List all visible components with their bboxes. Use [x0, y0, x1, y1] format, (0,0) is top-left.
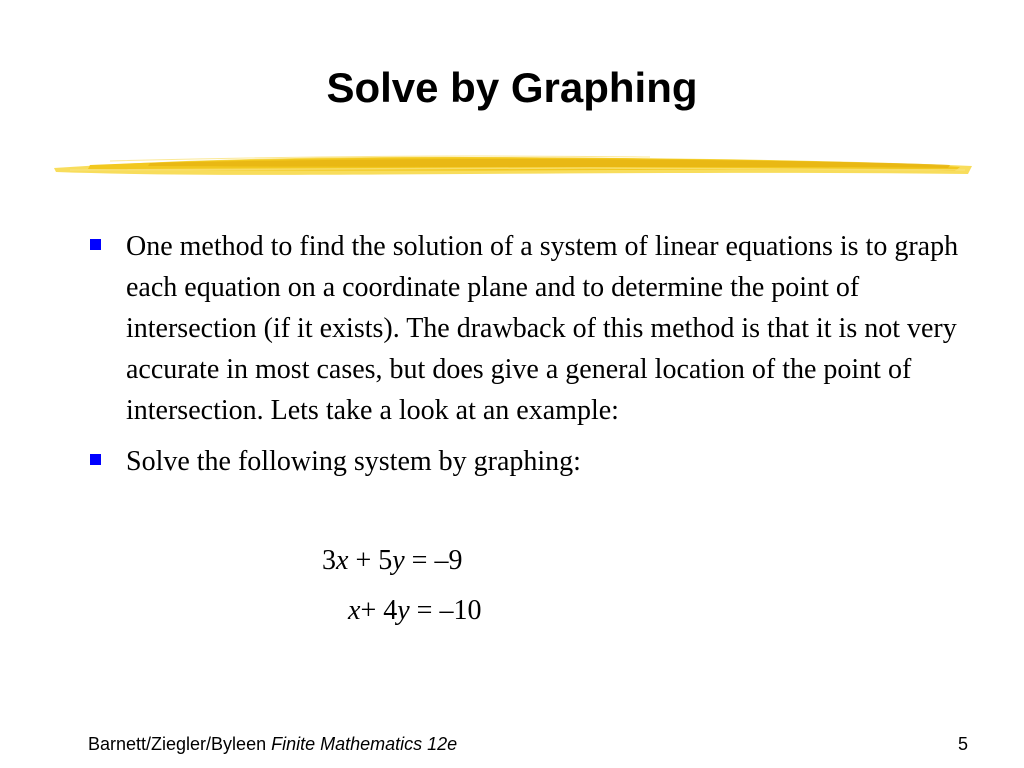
bullet-list [88, 226, 968, 482]
equation-rhs: = –10 [409, 595, 482, 626]
brush-stroke-divider [50, 146, 976, 186]
equation-variable-y: y [397, 595, 410, 626]
equation-variable-x: x [348, 595, 361, 626]
equation-variable-y: y [392, 545, 405, 576]
slide-title: Solve by Graphing [326, 64, 698, 111]
square-bullet-icon [90, 454, 101, 465]
square-bullet-icon [90, 239, 101, 250]
equation-rhs: = –9 [404, 545, 463, 576]
footer-citation [88, 733, 457, 755]
footer-book-title: Finite Mathematics 12e [271, 734, 458, 754]
footer-authors: Barnett/Ziegler/Byleen [88, 734, 272, 754]
bullet-text: Solve the following system by graphing: [126, 446, 581, 477]
bullet-item [88, 226, 968, 431]
equation-operator: + 5 [348, 545, 393, 576]
equation-1 [322, 536, 462, 586]
page-number: 5 [957, 734, 968, 754]
equation-operator: + 4 [360, 595, 398, 626]
equation-coefficient: 3 [322, 545, 336, 576]
equation-variable-x: x [336, 545, 349, 576]
equation-2 [348, 586, 481, 636]
bullet-text: One method to find the solution of a system of linear equations is to graph each equation on a coordinate plane and to determine the point of intersection (if it exists). The drawback of this method is that it is not very accurate in most cases, but does give a general location of the point of intersection. Lets take a look at an example: [126, 231, 959, 426]
bullet-item [88, 441, 968, 482]
